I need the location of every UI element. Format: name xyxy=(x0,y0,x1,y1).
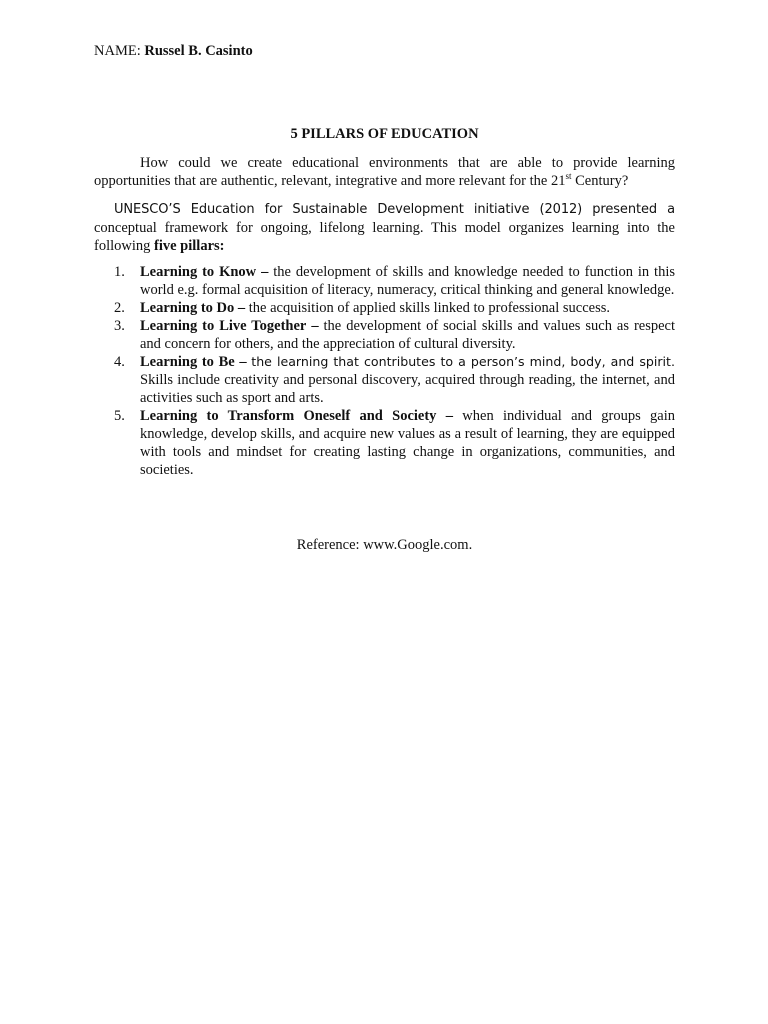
framework-bold-text: five pillars: xyxy=(154,238,225,254)
pillar-description: the acquisition of applied skills linked to professional success. xyxy=(248,300,610,316)
intro-superscript: st xyxy=(565,171,572,182)
pillar-description-sans: the learning that contributes to a person’s mind, body, and spirit. xyxy=(251,354,675,369)
pillar-number: 3. xyxy=(114,318,125,334)
pillar-number: 2. xyxy=(114,300,125,316)
pillar-title: Learning to Be xyxy=(140,354,235,370)
pillar-title: Learning to Transform Oneself and Society xyxy=(140,408,437,424)
intro-text: How could we create educational environments that are able to provide learning opportunities that are authentic, relevant, integrative and more relevant for the 21 xyxy=(94,155,675,189)
name-value: Russel B. Casinto xyxy=(144,43,253,59)
pillar-item xyxy=(94,263,675,299)
intro-text-end: Century? xyxy=(571,173,629,189)
reference-line: Reference: www.Google.com. xyxy=(296,537,473,553)
pillar-item xyxy=(94,317,675,353)
pillar-item xyxy=(94,299,675,317)
pillar-number: 5. xyxy=(114,408,125,424)
document-title: 5 PILLARS OF EDUCATION xyxy=(290,126,479,142)
pillar-number: 4. xyxy=(114,354,125,370)
pillar-dash: – xyxy=(237,300,246,316)
pillar-title: Learning to Know xyxy=(140,264,257,280)
name-label: NAME: xyxy=(94,43,141,59)
name-line xyxy=(94,43,253,60)
pillar-dash: – xyxy=(445,408,453,424)
pillars-list xyxy=(94,263,675,479)
pillar-dash: – xyxy=(239,354,247,370)
pillar-item xyxy=(94,353,675,407)
pillar-description: Skills include creativity and personal discovery, acquired through reading, the internet, and activities such as sport and arts. xyxy=(140,372,675,406)
framework-sans-text: UNESCO’S Education for Sustainable Development initiative (2012) presented a xyxy=(114,202,675,217)
framework-paragraph xyxy=(94,200,675,255)
pillar-title: Learning to Do xyxy=(140,300,235,316)
pillar-description: the development of skills and knowledge needed to function in this world e.g. formal acquisition of literacy, numeracy, critical thinking and general knowledge. xyxy=(140,264,675,298)
framework-text: conceptual framework for ongoing, lifelong learning. This model organizes learning into the following xyxy=(94,220,675,254)
pillar-description: when individual and groups gain knowledge, develop skills, and acquire new values as a result of learning, they are equipped with tools and mindset for creating lasting change in organizations, communities, and societies. xyxy=(140,408,676,478)
pillar-title: Learning to Live Together xyxy=(140,318,307,334)
pillar-dash: – xyxy=(261,264,269,280)
pillar-number: 1. xyxy=(114,264,125,280)
intro-paragraph xyxy=(94,154,675,190)
pillar-item xyxy=(94,407,675,479)
pillar-description: the development of social skills and values such as respect and concern for others, and the appreciation of cultural diversity. xyxy=(140,318,676,352)
pillar-dash: – xyxy=(311,318,319,334)
